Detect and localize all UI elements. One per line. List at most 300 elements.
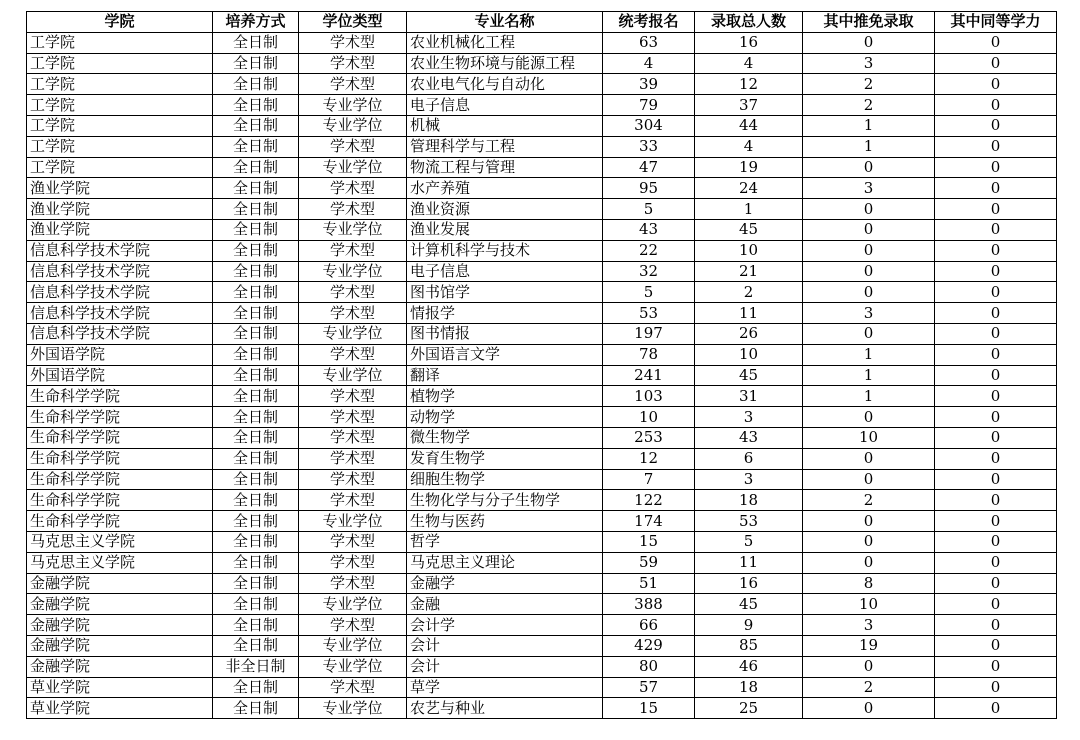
cell-recommended-admitted: 0	[803, 531, 935, 552]
cell-exam-applicants: 95	[603, 178, 695, 199]
cell-equivalent-admitted: 0	[935, 282, 1057, 303]
cell-total-admitted: 9	[695, 615, 803, 636]
cell-recommended-admitted: 0	[803, 511, 935, 532]
cell-degree-type: 学术型	[299, 32, 407, 53]
cell-total-admitted: 18	[695, 490, 803, 511]
table-header	[27, 12, 1057, 33]
cell-total-admitted: 21	[695, 261, 803, 282]
cell-major-name: 农业生物环境与能源工程	[407, 53, 603, 74]
cell-recommended-admitted: 0	[803, 323, 935, 344]
table-row	[27, 552, 1057, 573]
cell-degree-type: 学术型	[299, 386, 407, 407]
cell-college: 生命科学学院	[27, 407, 213, 428]
cell-recommended-admitted: 0	[803, 469, 935, 490]
cell-recommended-admitted: 8	[803, 573, 935, 594]
cell-recommended-admitted: 0	[803, 552, 935, 573]
cell-major-name: 草学	[407, 677, 603, 698]
cell-total-admitted: 5	[695, 531, 803, 552]
cell-exam-applicants: 15	[603, 698, 695, 719]
cell-major-name: 细胞生物学	[407, 469, 603, 490]
cell-exam-applicants: 79	[603, 95, 695, 116]
cell-recommended-admitted: 0	[803, 157, 935, 178]
cell-recommended-admitted: 0	[803, 261, 935, 282]
cell-study-mode: 全日制	[213, 115, 299, 136]
cell-exam-applicants: 57	[603, 677, 695, 698]
cell-equivalent-admitted: 0	[935, 448, 1057, 469]
cell-total-admitted: 10	[695, 344, 803, 365]
cell-study-mode: 全日制	[213, 552, 299, 573]
cell-total-admitted: 25	[695, 698, 803, 719]
cell-total-admitted: 11	[695, 552, 803, 573]
cell-college: 生命科学学院	[27, 386, 213, 407]
cell-major-name: 金融学	[407, 573, 603, 594]
cell-college: 信息科学技术学院	[27, 240, 213, 261]
cell-equivalent-admitted: 0	[935, 469, 1057, 490]
cell-study-mode: 全日制	[213, 677, 299, 698]
cell-total-admitted: 45	[695, 594, 803, 615]
cell-recommended-admitted: 3	[803, 615, 935, 636]
cell-equivalent-admitted: 0	[935, 594, 1057, 615]
cell-equivalent-admitted: 0	[935, 386, 1057, 407]
cell-college: 生命科学学院	[27, 427, 213, 448]
cell-college: 渔业学院	[27, 199, 213, 220]
cell-total-admitted: 19	[695, 157, 803, 178]
header-study-mode: 培养方式	[213, 12, 299, 33]
cell-major-name: 生物与医药	[407, 511, 603, 532]
cell-exam-applicants: 5	[603, 199, 695, 220]
cell-exam-applicants: 10	[603, 407, 695, 428]
cell-college: 金融学院	[27, 573, 213, 594]
cell-major-name: 翻译	[407, 365, 603, 386]
cell-major-name: 情报学	[407, 303, 603, 324]
cell-equivalent-admitted: 0	[935, 115, 1057, 136]
cell-study-mode: 全日制	[213, 344, 299, 365]
cell-total-admitted: 24	[695, 178, 803, 199]
header-college: 学院	[27, 12, 213, 33]
cell-exam-applicants: 388	[603, 594, 695, 615]
cell-equivalent-admitted: 0	[935, 656, 1057, 677]
cell-major-name: 电子信息	[407, 261, 603, 282]
cell-recommended-admitted: 0	[803, 219, 935, 240]
cell-equivalent-admitted: 0	[935, 240, 1057, 261]
cell-exam-applicants: 63	[603, 32, 695, 53]
cell-major-name: 管理科学与工程	[407, 136, 603, 157]
cell-college: 草业学院	[27, 677, 213, 698]
cell-college: 外国语学院	[27, 344, 213, 365]
cell-equivalent-admitted: 0	[935, 199, 1057, 220]
cell-college: 信息科学技术学院	[27, 282, 213, 303]
cell-equivalent-admitted: 0	[935, 573, 1057, 594]
cell-study-mode: 全日制	[213, 469, 299, 490]
cell-college: 生命科学学院	[27, 490, 213, 511]
cell-study-mode: 全日制	[213, 303, 299, 324]
cell-college: 生命科学学院	[27, 469, 213, 490]
cell-recommended-admitted: 0	[803, 282, 935, 303]
table-row	[27, 469, 1057, 490]
cell-recommended-admitted: 1	[803, 365, 935, 386]
header-major-name: 专业名称	[407, 12, 603, 33]
cell-college: 生命科学学院	[27, 448, 213, 469]
cell-study-mode: 全日制	[213, 573, 299, 594]
cell-equivalent-admitted: 0	[935, 677, 1057, 698]
cell-recommended-admitted: 2	[803, 95, 935, 116]
cell-equivalent-admitted: 0	[935, 323, 1057, 344]
cell-exam-applicants: 22	[603, 240, 695, 261]
cell-college: 渔业学院	[27, 178, 213, 199]
cell-exam-applicants: 66	[603, 615, 695, 636]
cell-college: 工学院	[27, 115, 213, 136]
cell-recommended-admitted: 0	[803, 407, 935, 428]
table-row	[27, 95, 1057, 116]
cell-recommended-admitted: 2	[803, 74, 935, 95]
cell-degree-type: 学术型	[299, 490, 407, 511]
table-row	[27, 448, 1057, 469]
cell-major-name: 发育生物学	[407, 448, 603, 469]
table-row	[27, 677, 1057, 698]
table-row	[27, 199, 1057, 220]
header-degree-type: 学位类型	[299, 12, 407, 33]
cell-degree-type: 学术型	[299, 615, 407, 636]
cell-college: 渔业学院	[27, 219, 213, 240]
cell-major-name: 会计	[407, 635, 603, 656]
header-total-admitted: 录取总人数	[695, 12, 803, 33]
table-row	[27, 303, 1057, 324]
table-row	[27, 407, 1057, 428]
table-row	[27, 178, 1057, 199]
cell-degree-type: 专业学位	[299, 594, 407, 615]
cell-exam-applicants: 43	[603, 219, 695, 240]
cell-major-name: 生物化学与分子生物学	[407, 490, 603, 511]
cell-degree-type: 学术型	[299, 344, 407, 365]
cell-college: 工学院	[27, 136, 213, 157]
cell-college: 工学院	[27, 32, 213, 53]
cell-exam-applicants: 78	[603, 344, 695, 365]
cell-study-mode: 全日制	[213, 386, 299, 407]
table-body	[27, 32, 1057, 718]
cell-degree-type: 学术型	[299, 178, 407, 199]
cell-exam-applicants: 253	[603, 427, 695, 448]
cell-equivalent-admitted: 0	[935, 32, 1057, 53]
cell-study-mode: 非全日制	[213, 656, 299, 677]
cell-equivalent-admitted: 0	[935, 635, 1057, 656]
cell-equivalent-admitted: 0	[935, 552, 1057, 573]
cell-major-name: 渔业资源	[407, 199, 603, 220]
cell-college: 信息科学技术学院	[27, 261, 213, 282]
table-row	[27, 136, 1057, 157]
cell-college: 草业学院	[27, 698, 213, 719]
cell-college: 马克思主义学院	[27, 531, 213, 552]
header-recommended-admitted: 其中推免录取	[803, 12, 935, 33]
cell-equivalent-admitted: 0	[935, 531, 1057, 552]
cell-recommended-admitted: 2	[803, 677, 935, 698]
cell-study-mode: 全日制	[213, 240, 299, 261]
cell-total-admitted: 2	[695, 282, 803, 303]
cell-total-admitted: 4	[695, 136, 803, 157]
header-row	[27, 12, 1057, 33]
cell-study-mode: 全日制	[213, 511, 299, 532]
cell-recommended-admitted: 0	[803, 32, 935, 53]
cell-equivalent-admitted: 0	[935, 490, 1057, 511]
cell-exam-applicants: 429	[603, 635, 695, 656]
cell-degree-type: 学术型	[299, 53, 407, 74]
cell-college: 工学院	[27, 95, 213, 116]
cell-major-name: 机械	[407, 115, 603, 136]
cell-study-mode: 全日制	[213, 282, 299, 303]
cell-exam-applicants: 7	[603, 469, 695, 490]
cell-major-name: 物流工程与管理	[407, 157, 603, 178]
cell-major-name: 动物学	[407, 407, 603, 428]
cell-recommended-admitted: 3	[803, 303, 935, 324]
cell-study-mode: 全日制	[213, 219, 299, 240]
cell-major-name: 图书情报	[407, 323, 603, 344]
cell-degree-type: 专业学位	[299, 157, 407, 178]
admissions-table	[26, 11, 1057, 719]
cell-recommended-admitted: 1	[803, 115, 935, 136]
cell-degree-type: 学术型	[299, 74, 407, 95]
cell-recommended-admitted: 10	[803, 427, 935, 448]
cell-equivalent-admitted: 0	[935, 74, 1057, 95]
cell-college: 工学院	[27, 74, 213, 95]
cell-exam-applicants: 103	[603, 386, 695, 407]
cell-exam-applicants: 4	[603, 53, 695, 74]
cell-recommended-admitted: 3	[803, 53, 935, 74]
cell-total-admitted: 3	[695, 469, 803, 490]
cell-equivalent-admitted: 0	[935, 427, 1057, 448]
cell-exam-applicants: 241	[603, 365, 695, 386]
cell-recommended-admitted: 0	[803, 698, 935, 719]
cell-degree-type: 专业学位	[299, 635, 407, 656]
cell-exam-applicants: 197	[603, 323, 695, 344]
cell-recommended-admitted: 19	[803, 635, 935, 656]
cell-total-admitted: 11	[695, 303, 803, 324]
table-row	[27, 511, 1057, 532]
cell-exam-applicants: 174	[603, 511, 695, 532]
cell-exam-applicants: 80	[603, 656, 695, 677]
cell-college: 金融学院	[27, 635, 213, 656]
cell-college: 工学院	[27, 53, 213, 74]
cell-total-admitted: 12	[695, 74, 803, 95]
cell-exam-applicants: 304	[603, 115, 695, 136]
table-row	[27, 594, 1057, 615]
cell-total-admitted: 3	[695, 407, 803, 428]
cell-study-mode: 全日制	[213, 448, 299, 469]
cell-degree-type: 学术型	[299, 552, 407, 573]
cell-total-admitted: 18	[695, 677, 803, 698]
cell-total-admitted: 31	[695, 386, 803, 407]
cell-total-admitted: 10	[695, 240, 803, 261]
cell-total-admitted: 37	[695, 95, 803, 116]
cell-exam-applicants: 122	[603, 490, 695, 511]
cell-equivalent-admitted: 0	[935, 698, 1057, 719]
cell-degree-type: 学术型	[299, 469, 407, 490]
cell-recommended-admitted: 2	[803, 490, 935, 511]
cell-exam-applicants: 32	[603, 261, 695, 282]
cell-total-admitted: 4	[695, 53, 803, 74]
cell-study-mode: 全日制	[213, 615, 299, 636]
cell-recommended-admitted: 0	[803, 448, 935, 469]
cell-degree-type: 学术型	[299, 531, 407, 552]
table-row	[27, 427, 1057, 448]
cell-major-name: 马克思主义理论	[407, 552, 603, 573]
table-row	[27, 115, 1057, 136]
cell-total-admitted: 16	[695, 573, 803, 594]
cell-major-name: 农艺与种业	[407, 698, 603, 719]
cell-major-name: 计算机科学与技术	[407, 240, 603, 261]
cell-study-mode: 全日制	[213, 698, 299, 719]
cell-college: 信息科学技术学院	[27, 303, 213, 324]
cell-major-name: 微生物学	[407, 427, 603, 448]
cell-major-name: 会计学	[407, 615, 603, 636]
cell-recommended-admitted: 0	[803, 199, 935, 220]
cell-degree-type: 专业学位	[299, 698, 407, 719]
cell-recommended-admitted: 0	[803, 240, 935, 261]
cell-study-mode: 全日制	[213, 32, 299, 53]
cell-major-name: 金融	[407, 594, 603, 615]
cell-equivalent-admitted: 0	[935, 407, 1057, 428]
cell-exam-applicants: 47	[603, 157, 695, 178]
cell-study-mode: 全日制	[213, 157, 299, 178]
cell-major-name: 电子信息	[407, 95, 603, 116]
table-row	[27, 698, 1057, 719]
table-row	[27, 531, 1057, 552]
cell-degree-type: 学术型	[299, 427, 407, 448]
table-row	[27, 386, 1057, 407]
cell-study-mode: 全日制	[213, 407, 299, 428]
cell-exam-applicants: 12	[603, 448, 695, 469]
cell-recommended-admitted: 1	[803, 386, 935, 407]
cell-recommended-admitted: 1	[803, 344, 935, 365]
cell-equivalent-admitted: 0	[935, 178, 1057, 199]
cell-major-name: 哲学	[407, 531, 603, 552]
table-row	[27, 219, 1057, 240]
cell-exam-applicants: 33	[603, 136, 695, 157]
cell-study-mode: 全日制	[213, 178, 299, 199]
cell-total-admitted: 45	[695, 365, 803, 386]
cell-degree-type: 专业学位	[299, 323, 407, 344]
cell-study-mode: 全日制	[213, 261, 299, 282]
cell-study-mode: 全日制	[213, 490, 299, 511]
table-row	[27, 282, 1057, 303]
cell-college: 金融学院	[27, 656, 213, 677]
cell-study-mode: 全日制	[213, 365, 299, 386]
cell-study-mode: 全日制	[213, 594, 299, 615]
cell-college: 外国语学院	[27, 365, 213, 386]
cell-degree-type: 专业学位	[299, 261, 407, 282]
cell-major-name: 植物学	[407, 386, 603, 407]
cell-major-name: 农业电气化与自动化	[407, 74, 603, 95]
cell-recommended-admitted: 0	[803, 656, 935, 677]
cell-total-admitted: 43	[695, 427, 803, 448]
cell-total-admitted: 45	[695, 219, 803, 240]
cell-degree-type: 学术型	[299, 573, 407, 594]
cell-degree-type: 学术型	[299, 677, 407, 698]
cell-exam-applicants: 51	[603, 573, 695, 594]
cell-equivalent-admitted: 0	[935, 157, 1057, 178]
table-row	[27, 573, 1057, 594]
cell-equivalent-admitted: 0	[935, 511, 1057, 532]
table-row	[27, 32, 1057, 53]
cell-total-admitted: 26	[695, 323, 803, 344]
table-row	[27, 615, 1057, 636]
cell-exam-applicants: 59	[603, 552, 695, 573]
cell-study-mode: 全日制	[213, 95, 299, 116]
cell-equivalent-admitted: 0	[935, 303, 1057, 324]
cell-total-admitted: 44	[695, 115, 803, 136]
cell-study-mode: 全日制	[213, 74, 299, 95]
cell-equivalent-admitted: 0	[935, 344, 1057, 365]
cell-equivalent-admitted: 0	[935, 261, 1057, 282]
cell-exam-applicants: 39	[603, 74, 695, 95]
cell-college: 马克思主义学院	[27, 552, 213, 573]
cell-total-admitted: 6	[695, 448, 803, 469]
cell-total-admitted: 16	[695, 32, 803, 53]
cell-college: 生命科学学院	[27, 511, 213, 532]
cell-degree-type: 学术型	[299, 303, 407, 324]
cell-equivalent-admitted: 0	[935, 615, 1057, 636]
table-row	[27, 344, 1057, 365]
cell-major-name: 渔业发展	[407, 219, 603, 240]
cell-major-name: 会计	[407, 656, 603, 677]
cell-equivalent-admitted: 0	[935, 219, 1057, 240]
cell-degree-type: 专业学位	[299, 511, 407, 532]
cell-exam-applicants: 5	[603, 282, 695, 303]
cell-recommended-admitted: 3	[803, 178, 935, 199]
cell-total-admitted: 85	[695, 635, 803, 656]
cell-study-mode: 全日制	[213, 427, 299, 448]
cell-exam-applicants: 15	[603, 531, 695, 552]
cell-study-mode: 全日制	[213, 323, 299, 344]
cell-study-mode: 全日制	[213, 199, 299, 220]
table-row	[27, 656, 1057, 677]
cell-major-name: 农业机械化工程	[407, 32, 603, 53]
cell-degree-type: 学术型	[299, 448, 407, 469]
header-exam-applicants: 统考报名	[603, 12, 695, 33]
table-row	[27, 490, 1057, 511]
cell-college: 金融学院	[27, 594, 213, 615]
table-row	[27, 53, 1057, 74]
cell-degree-type: 学术型	[299, 136, 407, 157]
table-row	[27, 74, 1057, 95]
cell-major-name: 外国语言文学	[407, 344, 603, 365]
cell-study-mode: 全日制	[213, 136, 299, 157]
cell-degree-type: 学术型	[299, 240, 407, 261]
cell-study-mode: 全日制	[213, 635, 299, 656]
cell-total-admitted: 46	[695, 656, 803, 677]
cell-study-mode: 全日制	[213, 53, 299, 74]
table-row	[27, 261, 1057, 282]
cell-degree-type: 专业学位	[299, 365, 407, 386]
cell-degree-type: 专业学位	[299, 219, 407, 240]
cell-college: 信息科学技术学院	[27, 323, 213, 344]
header-equivalent-admitted: 其中同等学力	[935, 12, 1057, 33]
cell-major-name: 图书馆学	[407, 282, 603, 303]
cell-degree-type: 学术型	[299, 407, 407, 428]
cell-degree-type: 学术型	[299, 282, 407, 303]
cell-total-admitted: 1	[695, 199, 803, 220]
cell-college: 工学院	[27, 157, 213, 178]
table-row	[27, 635, 1057, 656]
cell-college: 金融学院	[27, 615, 213, 636]
table-row	[27, 365, 1057, 386]
table-row	[27, 157, 1057, 178]
cell-study-mode: 全日制	[213, 531, 299, 552]
cell-equivalent-admitted: 0	[935, 365, 1057, 386]
cell-degree-type: 专业学位	[299, 115, 407, 136]
cell-equivalent-admitted: 0	[935, 136, 1057, 157]
cell-major-name: 水产养殖	[407, 178, 603, 199]
table-row	[27, 240, 1057, 261]
cell-recommended-admitted: 10	[803, 594, 935, 615]
